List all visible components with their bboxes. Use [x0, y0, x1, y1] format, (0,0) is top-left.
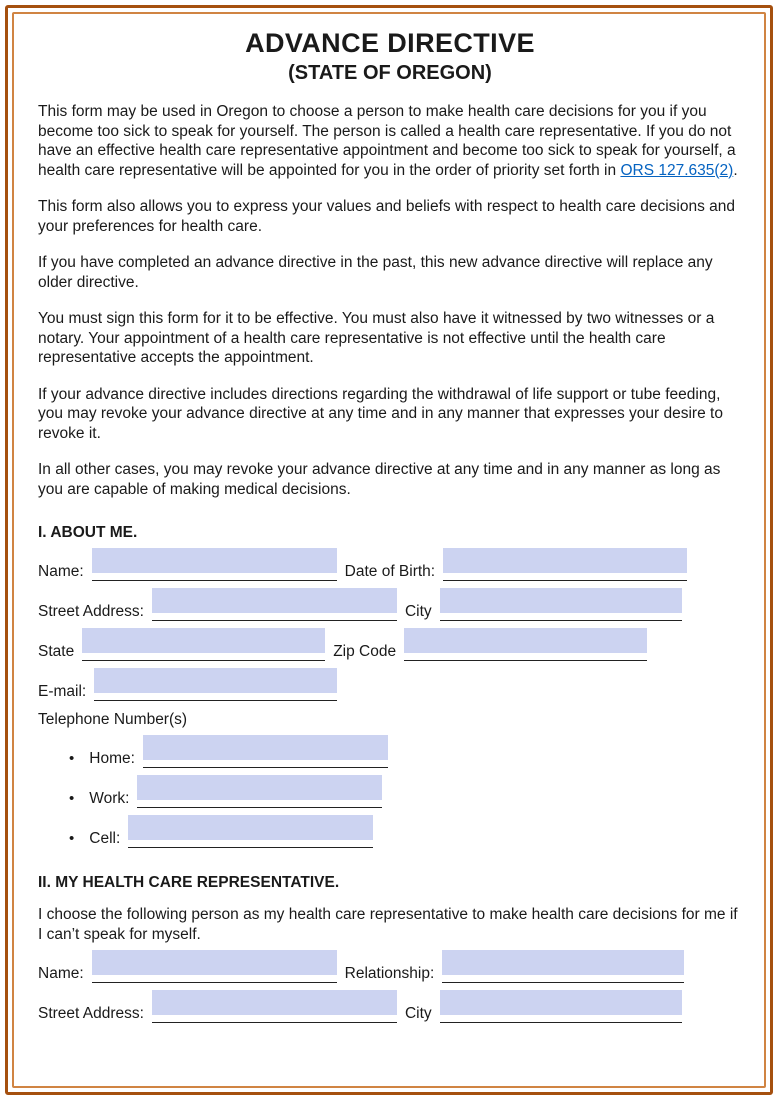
- bullet-icon: •: [69, 830, 75, 847]
- field-row-state-zip: [38, 622, 742, 662]
- email-label: E-mail:: [38, 683, 87, 700]
- field-row-street-city: [38, 582, 742, 622]
- work-phone-input[interactable]: [137, 775, 382, 800]
- email-input[interactable]: [94, 668, 337, 693]
- document-page: [38, 26, 742, 1024]
- rep-street-address-label: Street Address:: [38, 1005, 144, 1022]
- zip-code-label: Zip Code: [333, 643, 397, 660]
- intro-paragraph-2: This form also allows you to express your values and beliefs with respect to health care decisions and your preferences for health care.: [38, 198, 735, 235]
- section-heading-about-me: I. ABOUT ME.: [38, 524, 138, 541]
- representative-intro-paragraph: I choose the following person as my health care representative to make health care decisions for me if I can’t speak for myself.: [38, 906, 738, 943]
- date-of-birth-input[interactable]: [443, 548, 687, 573]
- page-title: ADVANCE DIRECTIVE: [245, 28, 535, 58]
- rep-city-label: City: [404, 1005, 432, 1022]
- work-phone-label: Work:: [89, 790, 130, 807]
- relationship-input[interactable]: [442, 950, 684, 975]
- field-row-home-phone: [38, 729, 742, 769]
- intro-paragraph-4: You must sign this form for it to be effective. You must also have it witnessed by two witnesses or a notary. Your appointment of a health care representative is not effective until the health care representative accepts the appointment.: [38, 310, 715, 366]
- intro-paragraph-6: In all other cases, you may revoke your advance directive at any time and in any manner as long as you are capable of making medical decisions.: [38, 461, 721, 498]
- rep-name-input[interactable]: [92, 950, 337, 975]
- page-subtitle: (STATE OF OREGON): [288, 62, 492, 84]
- zip-code-input[interactable]: [404, 628, 647, 653]
- city-input[interactable]: [440, 588, 682, 613]
- name-label: Name:: [38, 563, 84, 580]
- field-row-cell-phone: [38, 809, 742, 849]
- rep-city-input[interactable]: [440, 990, 682, 1015]
- rep-name-label: Name:: [38, 965, 84, 982]
- field-row-email: [38, 662, 742, 702]
- intro-paragraph-1-period: .: [733, 161, 738, 179]
- intro-paragraph-1: [38, 102, 742, 180]
- city-label: City: [404, 603, 432, 620]
- relationship-label: Relationship:: [344, 965, 435, 982]
- cell-phone-input[interactable]: [128, 815, 373, 840]
- home-phone-input[interactable]: [143, 735, 388, 760]
- bullet-icon: •: [69, 790, 75, 807]
- field-row-name-dob: [38, 542, 742, 582]
- state-input[interactable]: [82, 628, 325, 653]
- field-row-work-phone: [38, 769, 742, 809]
- intro-paragraph-3: If you have completed an advance directive in the past, this new advance directive will replace any older directive.: [38, 254, 713, 291]
- intro-paragraph-5: If your advance directive includes directions regarding the withdrawal of life support or tube feeding, you may revoke your advance directive at any time and in any manner that expresses your desire to revoke it.: [38, 385, 723, 442]
- field-row-rep-street-city: [38, 984, 742, 1024]
- cell-phone-label: Cell:: [89, 830, 121, 847]
- field-row-rep-name-relationship: [38, 944, 742, 984]
- telephone-numbers-heading: Telephone Number(s): [38, 711, 188, 728]
- date-of-birth-label: Date of Birth:: [344, 563, 436, 580]
- street-address-label: Street Address:: [38, 603, 144, 620]
- state-label: State: [38, 643, 75, 660]
- street-address-input[interactable]: [152, 588, 397, 613]
- intro-paragraph-1-text: This form may be used in Oregon to choose a person to make health care decisions for you if you become too sick to speak for yourself. The person is called a health care representative. If you do not have an effective health care representative appointment and become too sick to speak for yourself, a health care representative will be appointed for you in the order of priority set forth in: [38, 103, 736, 179]
- home-phone-label: Home:: [89, 750, 135, 767]
- section-heading-representative: II. MY HEALTH CARE REPRESENTATIVE.: [38, 874, 340, 891]
- name-input[interactable]: [92, 548, 337, 573]
- ors-statute-link[interactable]: ORS 127.635(2): [620, 161, 734, 179]
- bullet-icon: •: [69, 750, 75, 767]
- rep-street-address-input[interactable]: [152, 990, 397, 1015]
